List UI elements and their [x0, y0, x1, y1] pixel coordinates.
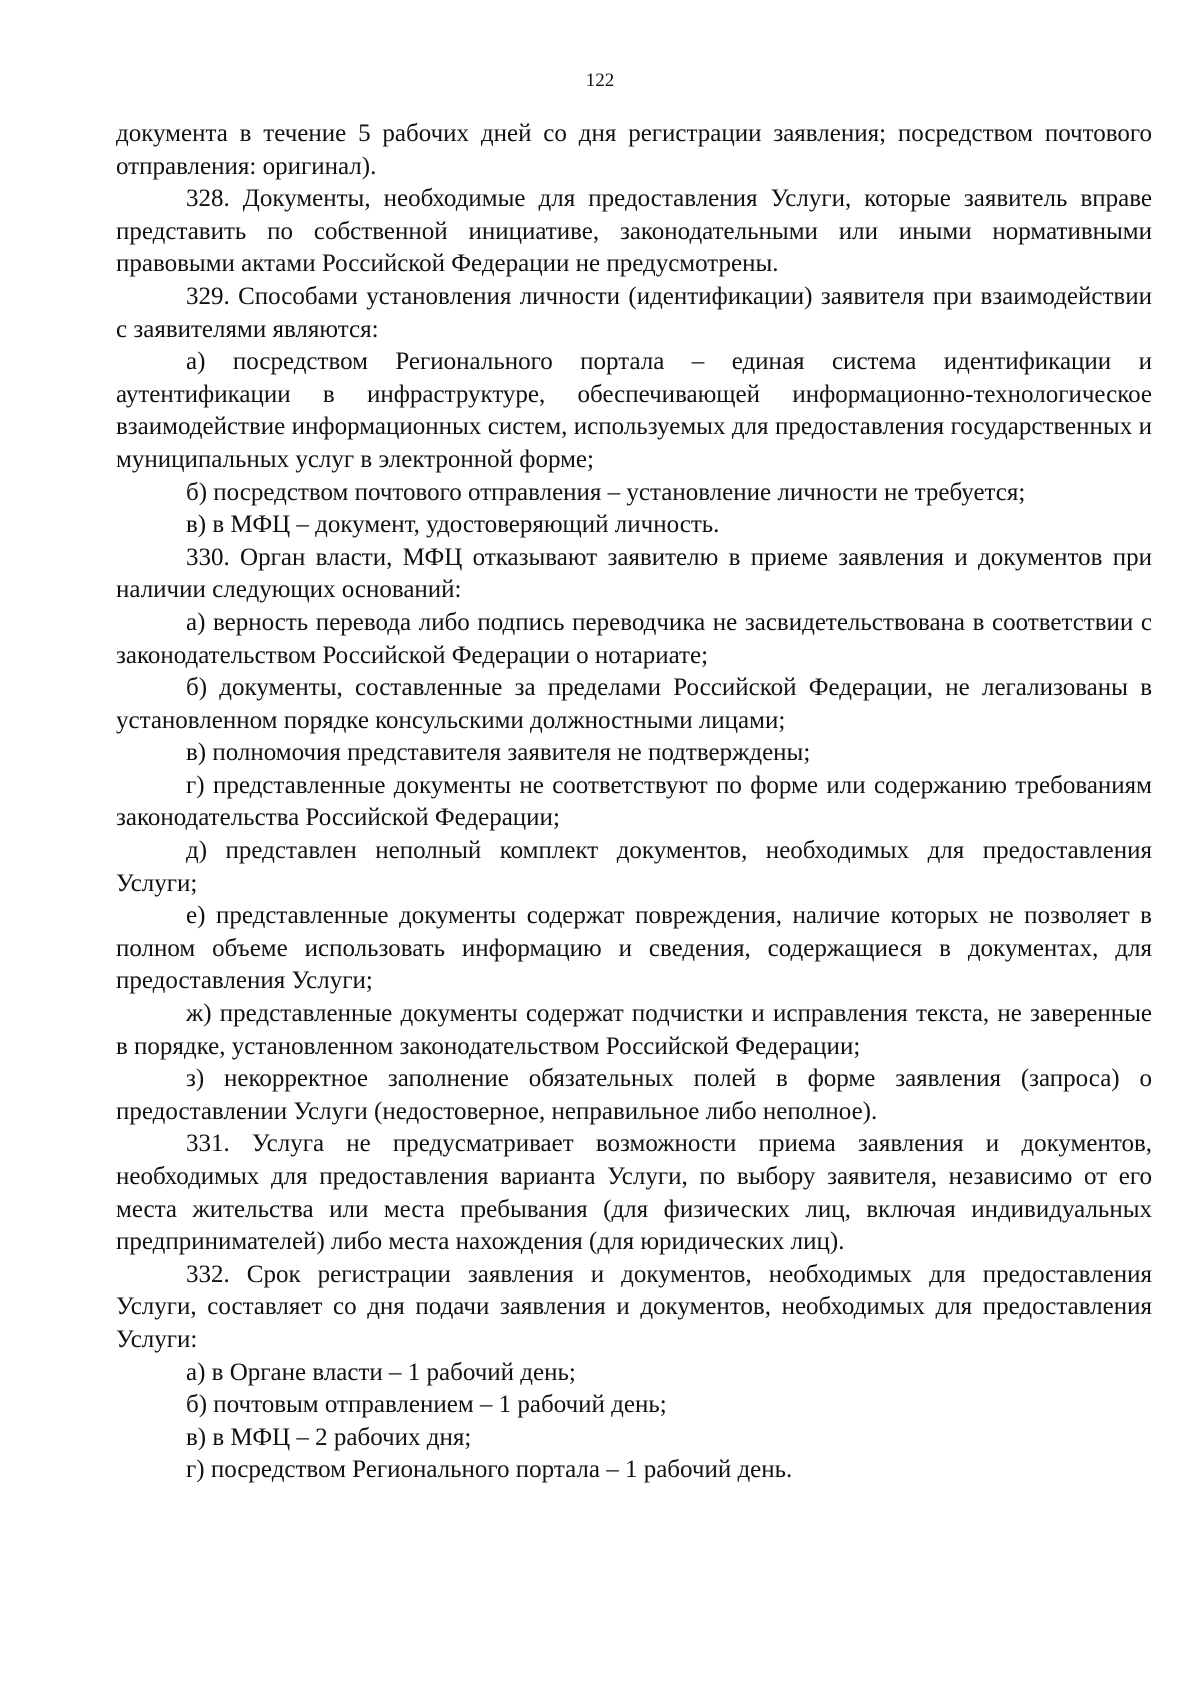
document-body — [116, 118, 1152, 1487]
paragraph-330: 330. Орган власти, МФЦ отказывают заявителю в приеме заявления и документов при наличии следующих оснований: — [116, 543, 1152, 604]
paragraph-329-b: б) посредством почтового отправления – установление личности не требуется; — [186, 478, 1026, 506]
paragraph-332-a: а) в Органе власти – 1 рабочий день; — [186, 1358, 576, 1386]
paragraph-331: 331. Услуга не предусматривает возможности приема заявления и документов, необходимых для предоставления варианта Услуги, по выбору заявителя, независимо от его места жительства или места пребывания (для физических лиц, включая индивидуальных предпринимателей) либо места нахождения (для юридических лиц). — [116, 1130, 1152, 1256]
paragraph-330-e: е) представленные документы содержат повреждения, наличие которых не позволяет в полном объеме использовать информацию и сведения, содержащиеся в документах, для предоставления Услуги; — [116, 902, 1152, 995]
paragraph-329-a: а) посредством Регионального портала – единая система идентификации и аутентификации в инфраструктуре, обеспечивающей информационно-технологическое взаимодействие информационных систем, используемых для предоставления государственных и муниципальных услуг в электронной форме; — [116, 348, 1152, 473]
paragraph-330-z: з) некорректное заполнение обязательных полей в форме заявления (запроса) о предоставлении Услуги (недостоверное, неправильное либо неполное). — [116, 1065, 1152, 1125]
paragraph-330-a: а) верность перевода либо подпись переводчика не засвидетельствована в соответствии с законодательством Российской Федерации о нотариате; — [116, 608, 1152, 669]
paragraph-332-v: в) в МФЦ – 2 рабочих дня; — [186, 1423, 472, 1451]
paragraph-330-d: д) представлен неполный комплект документов, необходимых для предоставления Услуги; — [116, 837, 1152, 897]
paragraph-329: 329. Способами установления личности (идентификации) заявителя при взаимодействии с заявителями являются: — [116, 282, 1152, 343]
page-number: 122 — [585, 70, 615, 91]
paragraph-332: 332. Срок регистрации заявления и документов, необходимых для предоставления Услуги, составляет со дня подачи заявления и документов, необходимых для предоставления Услуги: — [116, 1260, 1152, 1353]
paragraph-332-g: г) посредством Регионального портала – 1 рабочий день. — [186, 1456, 793, 1484]
paragraph-330-g: г) представленные документы не соответствуют по форме или содержанию требованиям законодательства Российской Федерации; — [116, 771, 1152, 832]
paragraph-continuation: документа в течение 5 рабочих дней со дня регистрации заявления; посредством почтового отправления: оригинал). — [116, 120, 1152, 180]
paragraph-329-v: в) в МФЦ – документ, удостоверяющий личность. — [186, 511, 720, 539]
paragraph-328: 328. Документы, необходимые для предоставления Услуги, которые заявитель вправе представить по собственной инициативе, законодательными или иными нормативными правовыми актами Российской Федерации не предусмотрены. — [116, 185, 1152, 278]
paragraph-332-b: б) почтовым отправлением – 1 рабочий день; — [186, 1391, 667, 1419]
paragraph-330-b: б) документы, составленные за пределами Российской Федерации, не легализованы в установленном порядке консульскими должностными лицами; — [116, 674, 1152, 734]
paragraph-330-v: в) полномочия представителя заявителя не подтверждены; — [186, 739, 811, 767]
paragraph-330-zh: ж) представленные документы содержат подчистки и исправления текста, не заверенные в порядке, установленном законодательством Российской Федерации; — [116, 1000, 1152, 1060]
